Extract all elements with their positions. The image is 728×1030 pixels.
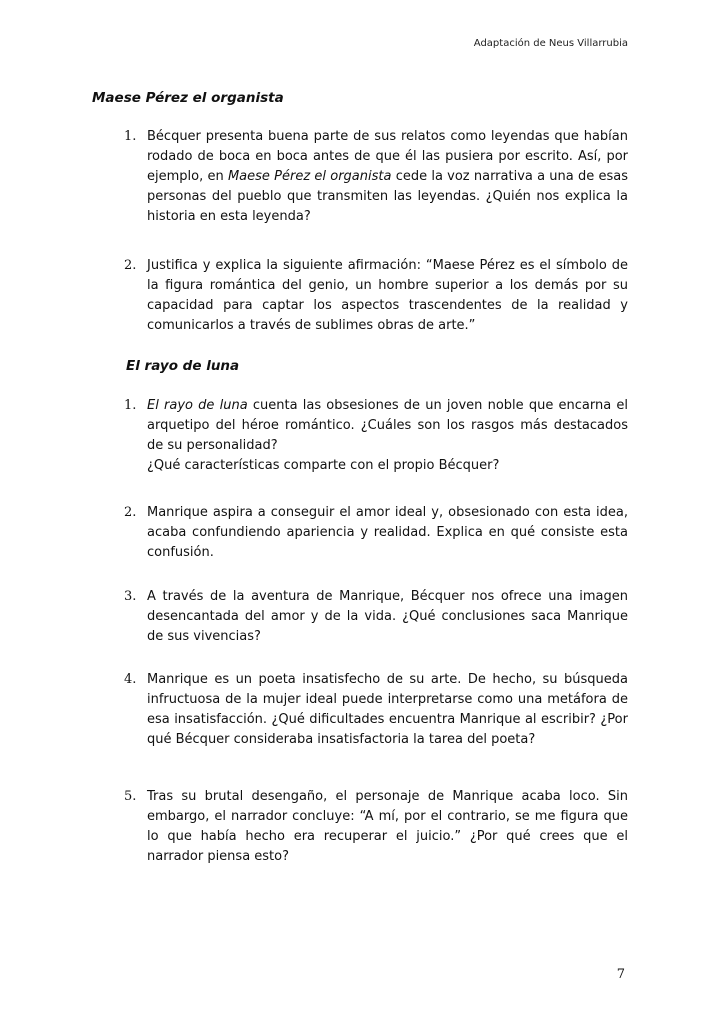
page-header: Adaptación de Neus Villarrubia [473, 38, 628, 49]
question-item [124, 127, 628, 227]
section-title-rayo-de-luna: El rayo de luna [126, 358, 240, 374]
question-number: 3. [124, 589, 137, 604]
question-item [124, 256, 628, 336]
question-text: Bécquer presenta buena parte de sus relatos como leyendas que habían rodado de boca en boca antes de que él las pusiera por escrito. Así, por ejemplo, en Maese Pérez el organista cede la voz narrativa a una de esas personas del pueblo que transmiten las leyendas. ¿Quién nos explica la historia en esta leyenda? [147, 129, 628, 224]
question-item [124, 587, 628, 647]
question-text: Justifica y explica la siguiente afirmación: “Maese Pérez es el símbolo de la figura romántica del genio, un hombre superior a los demás por su capacidad para captar los aspectos trascendentes de la realidad y comunicarlos a través de sublimes obras de arte.” [147, 258, 628, 333]
question-number: 1. [124, 129, 137, 144]
question-item [124, 787, 628, 867]
section-title-maese-perez: Maese Pérez el organista [92, 90, 284, 106]
question-number: 1. [124, 398, 137, 413]
question-number: 2. [124, 258, 137, 273]
question-number: 2. [124, 505, 137, 520]
question-text: Manrique es un poeta insatisfecho de su arte. De hecho, su búsqueda infructuosa de la mujer ideal puede interpretarse como una metáfora de esa insatisfacción. ¿Qué dificultades encuentra Manrique al escribir? ¿Por qué Bécquer consideraba insatisfactoria la tarea del poeta? [147, 672, 628, 747]
question-text: Tras su brutal desengaño, el personaje de Manrique acaba loco. Sin embargo, el narrador concluye: “A mí, por el contrario, se me figura que lo que había hecho era recuperar el juicio.” ¿Por qué crees que el narrador piensa esto? [147, 789, 628, 864]
question-text: A través de la aventura de Manrique, Bécquer nos ofrece una imagen desencantada del amor y de la vida. ¿Qué conclusiones saca Manrique de sus vivencias? [147, 589, 628, 644]
question-item [124, 670, 628, 750]
question-item [124, 503, 628, 563]
work-title: Maese Pérez el organista [227, 169, 392, 184]
question-text: El rayo de luna cuenta las obsesiones de un joven noble que encarna el arquetipo del héroe romántico. ¿Cuáles son los rasgos más destacados de su personalidad? ¿Qué características comparte con el propio Bécquer? [147, 398, 628, 473]
question-number: 4. [124, 672, 137, 687]
question-number: 5. [124, 789, 137, 804]
page-number: 7 [616, 967, 625, 982]
question-text: Manrique aspira a conseguir el amor ideal y, obsesionado con esta idea, acaba confundiendo apariencia y realidad. Explica en qué consiste esta confusión. [147, 505, 628, 560]
work-title: El rayo de luna [147, 398, 248, 413]
question-item [124, 396, 628, 476]
